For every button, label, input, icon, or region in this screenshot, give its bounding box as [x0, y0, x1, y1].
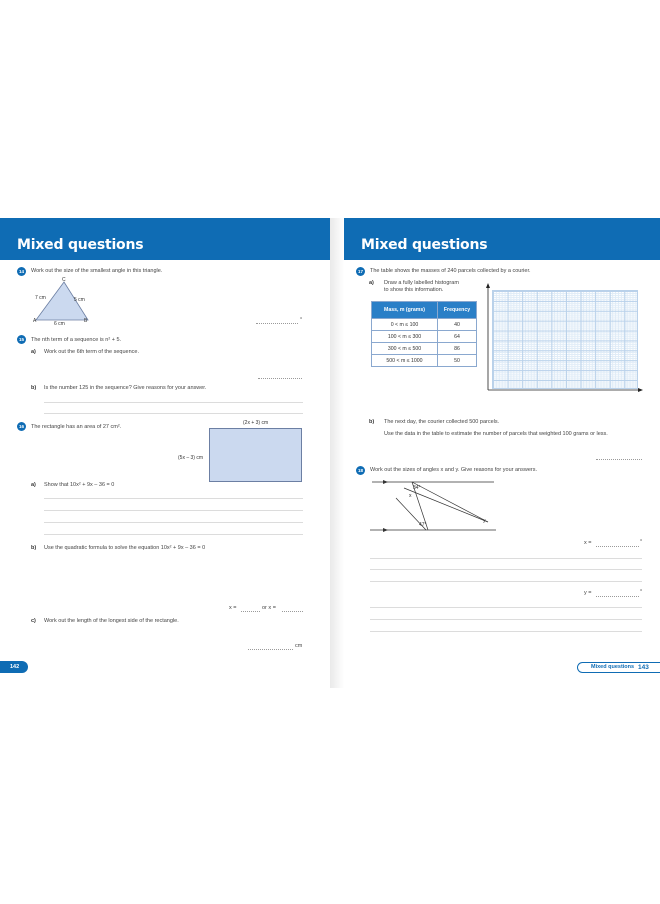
book-spine	[330, 218, 344, 688]
reason-line-q18-1[interactable]	[370, 558, 642, 559]
angle-label-x: x	[409, 493, 412, 499]
reason-line-q18-5[interactable]	[370, 619, 642, 620]
answer-line-q17b[interactable]	[596, 459, 642, 460]
question-15-text: The nth term of a sequence is n² + 5.	[31, 337, 122, 343]
parallel-lines-diagram	[366, 476, 500, 538]
answer-unit-q18-y: °	[640, 589, 643, 595]
answer-unit-q18-x: °	[640, 539, 643, 545]
answer-unit-q16c: cm	[295, 643, 303, 649]
y-axis-arrow-icon	[486, 283, 490, 288]
table-cell-mass: 0 < m ≤ 100	[372, 319, 438, 331]
triangle-side-bc: 5 cm	[74, 297, 85, 303]
rectangle-top-label: (2x + 3) cm	[243, 420, 269, 426]
x-axis-arrow-icon	[638, 388, 643, 392]
answer-or-label-q16b: or x =	[262, 605, 276, 611]
angle-label-47: 47°	[419, 522, 427, 528]
reason-line-q18-6[interactable]	[370, 631, 642, 632]
answer-line-q16a-1[interactable]	[44, 498, 303, 499]
angle-label-y: y	[483, 518, 486, 524]
answer-line-q15b-2[interactable]	[44, 413, 303, 414]
table-row	[372, 343, 477, 355]
answer-line-q16b-x2[interactable]	[282, 611, 303, 612]
question-17a-text-1: Draw a fully labelled histogram	[384, 280, 459, 286]
question-16a-text: Show that 10x² + 9x – 36 = 0	[44, 482, 115, 488]
reason-line-q18-3[interactable]	[370, 581, 642, 582]
answer-line-q18-x[interactable]	[596, 546, 639, 547]
answer-line-q15a[interactable]	[258, 378, 302, 379]
question-15-number: 15	[18, 337, 24, 342]
question-17-text: The table shows the masses of 240 parcels collected by a courier.	[370, 268, 531, 274]
question-18-text: Work out the sizes of angles x and y. Give reasons for your answers.	[370, 467, 538, 473]
table-header-mass: Mass, m (grams)	[372, 302, 438, 319]
triangle-label-a: A	[33, 318, 37, 324]
left-page-header-banner	[0, 218, 330, 260]
table-cell-frequency: 50	[438, 355, 477, 367]
parallel-arrow-bottom-icon	[383, 528, 388, 532]
parallel-arrow-top-icon	[383, 480, 388, 484]
question-17a-text-2: to show this information.	[384, 287, 444, 293]
table-cell-frequency: 64	[438, 331, 477, 343]
triangle-side-ab: 6 cm	[54, 321, 65, 327]
question-16b-text: Use the quadratic formula to solve the equation 10x² + 9x – 36 = 0	[44, 545, 206, 551]
question-15a-text: Work out the 6th term of the sequence.	[44, 349, 139, 355]
question-15b-label: b)	[31, 385, 37, 391]
answer-line-q16b-x1[interactable]	[241, 611, 260, 612]
frequency-table	[371, 301, 477, 367]
table-row	[372, 355, 477, 367]
answer-y-label-q18: y =	[584, 590, 592, 596]
table-row	[372, 319, 477, 331]
answer-x-label-q18: x =	[584, 540, 592, 546]
rectangle-side-label: (5x – 3) cm	[178, 455, 204, 461]
question-15a-label: a)	[31, 349, 36, 355]
question-18-number: 18	[357, 468, 363, 473]
question-15b-text: Is the number 125 in the sequence? Give reasons for your answer.	[44, 385, 207, 391]
reason-line-q18-2[interactable]	[370, 569, 642, 570]
question-16-number: 16	[18, 424, 24, 429]
question-16b-label: b)	[31, 545, 37, 551]
table-cell-frequency: 40	[438, 319, 477, 331]
triangle-label-b: B	[84, 318, 88, 324]
table-header-frequency: Frequency	[438, 302, 477, 319]
table-cell-mass: 500 < m ≤ 1000	[372, 355, 438, 367]
histogram-grid[interactable]	[492, 290, 638, 389]
question-17b-label: b)	[369, 419, 375, 425]
answer-line-q16c[interactable]	[248, 649, 293, 650]
reason-line-q18-4[interactable]	[370, 607, 642, 608]
answer-line-q14[interactable]	[256, 323, 298, 324]
right-page-number: 143	[638, 664, 649, 671]
table-cell-mass: 100 < m ≤ 300	[372, 331, 438, 343]
answer-x-label-q16b: x =	[229, 605, 237, 611]
answer-line-q16a-4[interactable]	[44, 534, 303, 535]
angle-label-34: 34°	[413, 485, 421, 491]
question-17-number: 17	[357, 269, 363, 274]
rectangle-diagram	[209, 428, 302, 482]
table-cell-mass: 300 < m ≤ 500	[372, 343, 438, 355]
slanted-line-mid	[404, 488, 488, 522]
triangle-side-ac: 7 cm	[35, 295, 46, 301]
question-16c-label: c)	[31, 618, 36, 624]
table-cell-frequency: 86	[438, 343, 477, 355]
right-page-header-banner	[344, 218, 660, 260]
question-17a-label: a)	[369, 280, 374, 286]
footer-section-tag: Mixed questions	[591, 664, 635, 670]
question-16-text: The rectangle has an area of 27 cm².	[31, 424, 122, 430]
right-page-footer	[577, 662, 660, 673]
table-row	[372, 331, 477, 343]
answer-line-q15b-1[interactable]	[44, 402, 303, 403]
right-page-title: Mixed questions	[361, 237, 488, 253]
answer-line-q16a-3[interactable]	[44, 522, 303, 523]
answer-unit-q14: °	[300, 317, 303, 323]
answer-line-q16a-2[interactable]	[44, 510, 303, 511]
left-page-number: 142	[0, 661, 28, 673]
question-16a-label: a)	[31, 482, 36, 488]
question-14-text: Work out the size of the smallest angle in this triangle.	[31, 268, 163, 274]
left-page-title: Mixed questions	[17, 237, 144, 253]
answer-line-q18-y[interactable]	[596, 596, 639, 597]
question-16c-text: Work out the length of the longest side of the rectangle.	[44, 618, 179, 624]
question-17b-text-2: Use the data in the table to estimate the number of parcels that weighted 100 grams or less.	[384, 431, 608, 437]
triangle-label-c: C	[62, 277, 66, 283]
question-17b-text-1: The next day, the courier collected 500 parcels.	[384, 419, 500, 425]
question-14-number: 14	[18, 269, 24, 274]
